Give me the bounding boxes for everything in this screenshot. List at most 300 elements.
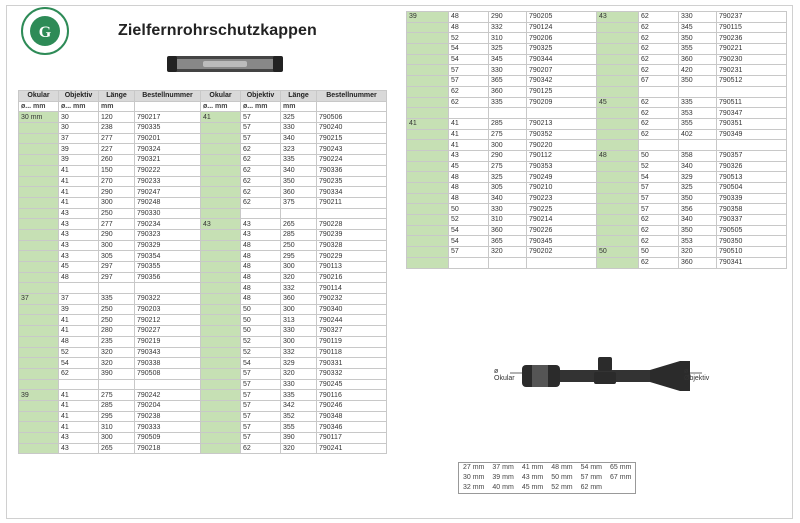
value-cell: 790210: [527, 183, 597, 194]
table-row: [407, 97, 787, 108]
table-row: [19, 197, 387, 208]
table-row: [19, 262, 387, 273]
value-cell: 30: [59, 123, 99, 134]
value-cell: 48: [449, 22, 489, 33]
table-row: [19, 176, 387, 187]
value-cell: 50: [241, 315, 281, 326]
value-cell: 300: [99, 240, 135, 251]
table-row: [19, 368, 387, 379]
value-cell: 335: [281, 390, 317, 401]
okular-cell: [201, 358, 241, 369]
okular-cell: [201, 187, 241, 198]
okular-cell: [19, 187, 59, 198]
value-cell: 67: [639, 76, 679, 87]
value-cell: [449, 108, 489, 119]
left-parts-table: [18, 90, 387, 454]
value-cell: 375: [281, 197, 317, 208]
value-cell: 62: [639, 225, 679, 236]
value-cell: 790234: [135, 219, 201, 230]
okular-cell: [597, 183, 639, 194]
value-cell: 790334: [317, 187, 387, 198]
value-cell: [99, 283, 135, 294]
okular-cell: [19, 433, 59, 444]
table-row: [407, 247, 787, 258]
value-cell: 790207: [527, 65, 597, 76]
value-cell: 790225: [527, 204, 597, 215]
column-header: Länge: [99, 91, 135, 102]
value-cell: 790329: [135, 240, 201, 251]
value-cell: 54: [449, 44, 489, 55]
value-cell: 790218: [135, 443, 201, 454]
value-cell: 320: [99, 347, 135, 358]
okular-cell: [597, 236, 639, 247]
okular-cell: 43: [201, 219, 241, 230]
okular-cell: [19, 443, 59, 454]
value-cell: 295: [281, 251, 317, 262]
value-cell: 790240: [317, 123, 387, 134]
value-cell: 62: [639, 33, 679, 44]
table-row: [19, 443, 387, 454]
value-cell: 48: [59, 336, 99, 347]
value-cell: 790513: [717, 172, 787, 183]
value-cell: 310: [99, 422, 135, 433]
value-cell: 37: [59, 294, 99, 305]
value-cell: 41: [59, 176, 99, 187]
value-cell: 62: [59, 368, 99, 379]
okular-cell: [407, 225, 449, 236]
value-cell: 790114: [317, 283, 387, 294]
value-cell: 297: [99, 272, 135, 283]
value-cell: 325: [489, 172, 527, 183]
value-cell: 790349: [717, 129, 787, 140]
table-row: [19, 208, 387, 219]
value-cell: 790237: [717, 12, 787, 23]
size-cell: 52 mm: [551, 484, 573, 491]
value-cell: 790229: [317, 251, 387, 262]
value-cell: 39: [59, 144, 99, 155]
value-cell: 790358: [717, 204, 787, 215]
value-cell: 290: [99, 229, 135, 240]
table-row: [407, 150, 787, 161]
value-cell: 790328: [317, 240, 387, 251]
value-cell: [679, 86, 717, 97]
okular-cell: [19, 208, 59, 219]
value-cell: 295: [99, 411, 135, 422]
value-cell: 275: [99, 390, 135, 401]
size-cell: 30 mm: [463, 474, 485, 481]
table-row: [19, 422, 387, 433]
okular-cell: [19, 400, 59, 411]
value-cell: 790224: [317, 155, 387, 166]
okular-cell: 45: [597, 97, 639, 108]
value-cell: 330: [281, 326, 317, 337]
value-cell: 57: [639, 204, 679, 215]
value-cell: [679, 140, 717, 151]
value-cell: 353: [679, 236, 717, 247]
okular-cell: [597, 129, 639, 140]
table-row: [407, 33, 787, 44]
okular-cell: [201, 197, 241, 208]
size-cell: 39 mm: [492, 474, 514, 481]
unit-cell: [317, 101, 387, 112]
value-cell: 48: [59, 272, 99, 283]
table-row: [407, 172, 787, 183]
value-cell: 332: [489, 22, 527, 33]
value-cell: 790125: [527, 86, 597, 97]
value-cell: 48: [449, 172, 489, 183]
value-cell: 37: [59, 133, 99, 144]
value-cell: 57: [241, 433, 281, 444]
value-cell: 275: [489, 161, 527, 172]
value-cell: 62: [241, 144, 281, 155]
value-cell: 57: [241, 422, 281, 433]
value-cell: 300: [281, 304, 317, 315]
value-cell: 62: [241, 165, 281, 176]
value-cell: [639, 86, 679, 97]
value-cell: 52: [639, 161, 679, 172]
table-row: [19, 390, 387, 401]
value-cell: 54: [59, 358, 99, 369]
value-cell: 300: [281, 262, 317, 273]
size-cell: 57 mm: [580, 474, 603, 481]
okular-cell: [407, 172, 449, 183]
value-cell: 790231: [717, 65, 787, 76]
value-cell: 62: [639, 65, 679, 76]
okular-cell: [597, 54, 639, 65]
value-cell: 330: [281, 379, 317, 390]
okular-cell: 41: [201, 112, 241, 123]
value-cell: 790209: [527, 97, 597, 108]
value-cell: 62: [639, 129, 679, 140]
value-cell: 330: [489, 204, 527, 215]
value-cell: 320: [281, 272, 317, 283]
size-cell: 62 mm: [580, 484, 603, 491]
value-cell: 57: [241, 368, 281, 379]
okular-cell: [407, 204, 449, 215]
unit-cell: mm: [281, 101, 317, 112]
value-cell: [489, 257, 527, 268]
value-cell: 48: [241, 251, 281, 262]
table-row: [407, 12, 787, 23]
value-cell: 790347: [717, 108, 787, 119]
value-cell: 320: [99, 358, 135, 369]
value-cell: 358: [679, 150, 717, 161]
table-row: [19, 336, 387, 347]
okular-cell: [597, 257, 639, 268]
value-cell: 62: [639, 257, 679, 268]
value-cell: 41: [59, 422, 99, 433]
value-cell: 390: [99, 368, 135, 379]
value-cell: 790512: [717, 76, 787, 87]
value-cell: 57: [639, 183, 679, 194]
value-cell: 330: [679, 12, 717, 23]
okular-cell: [407, 76, 449, 87]
value-cell: 360: [281, 187, 317, 198]
value-cell: 57: [241, 123, 281, 134]
table-row: [19, 155, 387, 166]
table-row: [407, 76, 787, 87]
okular-cell: [597, 76, 639, 87]
value-cell: 790238: [135, 411, 201, 422]
value-cell: 790235: [317, 176, 387, 187]
unit-cell: ø... mm: [19, 101, 59, 112]
value-cell: 43: [449, 150, 489, 161]
value-cell: [59, 379, 99, 390]
value-cell: 790116: [317, 390, 387, 401]
value-cell: 57: [241, 411, 281, 422]
value-cell: 790343: [135, 347, 201, 358]
value-cell: 62: [241, 197, 281, 208]
table-row: [19, 304, 387, 315]
okular-cell: [407, 65, 449, 76]
value-cell: 250: [281, 240, 317, 251]
value-cell: 790221: [717, 44, 787, 55]
value-cell: 250: [99, 304, 135, 315]
value-cell: 790212: [135, 315, 201, 326]
okular-cell: [201, 208, 241, 219]
value-cell: 790337: [717, 215, 787, 226]
value-cell: 335: [281, 155, 317, 166]
unit-cell: mm: [99, 101, 135, 112]
value-cell: 790335: [135, 123, 201, 134]
table-row: [19, 144, 387, 155]
okular-cell: [19, 326, 59, 337]
value-cell: 790215: [317, 133, 387, 144]
value-cell: [489, 108, 527, 119]
okular-cell: [201, 251, 241, 262]
value-cell: 790350: [717, 236, 787, 247]
value-cell: 62: [639, 22, 679, 33]
okular-cell: [201, 336, 241, 347]
table-row: [407, 54, 787, 65]
value-cell: 790332: [317, 368, 387, 379]
value-cell: 45: [59, 262, 99, 273]
size-cell: 45 mm: [521, 484, 544, 491]
size-row: [459, 463, 636, 474]
value-cell: 290: [489, 12, 527, 23]
okular-cell: 43: [597, 12, 639, 23]
value-cell: 790352: [527, 129, 597, 140]
okular-cell: [201, 133, 241, 144]
value-cell: 790213: [527, 118, 597, 129]
table-row: [19, 112, 387, 123]
table-row: [19, 433, 387, 444]
size-cell: 48 mm: [551, 464, 573, 471]
table-row: [19, 326, 387, 337]
okular-cell: [597, 22, 639, 33]
size-cell: 54 mm: [580, 464, 603, 471]
value-cell: 41: [59, 165, 99, 176]
value-cell: 356: [679, 204, 717, 215]
value-cell: 790117: [317, 433, 387, 444]
value-cell: 43: [59, 208, 99, 219]
value-cell: 332: [281, 347, 317, 358]
value-cell: 790115: [717, 22, 787, 33]
value-cell: 790327: [317, 326, 387, 337]
value-cell: 62: [639, 97, 679, 108]
value-cell: 790226: [527, 225, 597, 236]
value-cell: [135, 283, 201, 294]
column-header: Bestellnummer: [317, 91, 387, 102]
value-cell: 420: [679, 65, 717, 76]
size-cell: 27 mm: [463, 464, 485, 471]
okular-cell: [19, 336, 59, 347]
okular-cell: 37: [19, 294, 59, 305]
value-cell: 57: [449, 76, 489, 87]
value-cell: 790243: [317, 144, 387, 155]
okular-cell: [201, 390, 241, 401]
value-cell: 790245: [317, 379, 387, 390]
value-cell: 50: [449, 204, 489, 215]
okular-cell: [19, 411, 59, 422]
okular-cell: [19, 368, 59, 379]
value-cell: 43: [59, 219, 99, 230]
value-cell: 790244: [317, 315, 387, 326]
table-row: [19, 229, 387, 240]
value-cell: 39: [59, 304, 99, 315]
value-cell: 48: [241, 272, 281, 283]
value-cell: 790338: [135, 358, 201, 369]
okular-cell: [19, 123, 59, 134]
table-row: [407, 183, 787, 194]
okular-cell: [407, 44, 449, 55]
value-cell: 790357: [717, 150, 787, 161]
value-cell: 43: [59, 443, 99, 454]
value-cell: 790236: [717, 33, 787, 44]
table-row: [407, 108, 787, 119]
okular-cell: [597, 215, 639, 226]
value-cell: 360: [489, 86, 527, 97]
size-cell: 41 mm: [521, 464, 544, 471]
value-cell: 790220: [527, 140, 597, 151]
value-cell: 300: [281, 336, 317, 347]
value-cell: 250: [99, 315, 135, 326]
value-cell: 300: [99, 197, 135, 208]
value-cell: 790227: [135, 326, 201, 337]
value-cell: 285: [489, 118, 527, 129]
okular-cell: [19, 379, 59, 390]
value-cell: 50: [639, 150, 679, 161]
value-cell: 790333: [135, 422, 201, 433]
company-logo: [20, 6, 70, 56]
value-cell: 350: [679, 225, 717, 236]
value-cell: 50: [241, 326, 281, 337]
okular-cell: [19, 155, 59, 166]
value-cell: 57: [241, 379, 281, 390]
value-cell: 790112: [527, 150, 597, 161]
unit-cell: [135, 101, 201, 112]
okular-cell: [597, 33, 639, 44]
value-cell: 790511: [717, 97, 787, 108]
okular-cell: [19, 422, 59, 433]
okular-cell: [19, 304, 59, 315]
value-cell: 48: [241, 294, 281, 305]
value-cell: 325: [281, 112, 317, 123]
value-cell: 790351: [717, 118, 787, 129]
value-cell: 790508: [135, 368, 201, 379]
size-cell: 37 mm: [492, 464, 514, 471]
size-cell: 67 mm: [610, 474, 632, 481]
value-cell: 310: [489, 215, 527, 226]
value-cell: 297: [99, 262, 135, 273]
value-cell: 790356: [135, 272, 201, 283]
column-header: Bestellnummer: [135, 91, 201, 102]
value-cell: 360: [679, 54, 717, 65]
value-cell: 57: [449, 247, 489, 258]
okular-cell: [597, 86, 639, 97]
value-cell: 238: [99, 123, 135, 134]
okular-cell: [597, 108, 639, 119]
value-cell: 790214: [527, 215, 597, 226]
okular-cell: [201, 262, 241, 273]
value-cell: 62: [639, 236, 679, 247]
value-cell: 62: [241, 443, 281, 454]
value-cell: 790124: [527, 22, 597, 33]
okular-cell: [201, 400, 241, 411]
value-cell: 790206: [527, 33, 597, 44]
value-cell: 235: [99, 336, 135, 347]
value-cell: 48: [241, 240, 281, 251]
column-header: Okular: [19, 91, 59, 102]
value-cell: 790340: [317, 304, 387, 315]
value-cell: 790205: [527, 12, 597, 23]
unit-cell: ø... mm: [59, 101, 99, 112]
value-cell: [135, 379, 201, 390]
table-row: [19, 272, 387, 283]
value-cell: 305: [489, 183, 527, 194]
value-cell: [241, 208, 281, 219]
value-cell: 41: [59, 411, 99, 422]
value-cell: 335: [679, 97, 717, 108]
okular-cell: 39: [407, 12, 449, 23]
value-cell: 335: [99, 294, 135, 305]
table-row: [407, 193, 787, 204]
value-cell: 790249: [527, 172, 597, 183]
value-cell: 790202: [527, 247, 597, 258]
okular-label: ø Okular: [494, 368, 515, 382]
table-row: [19, 283, 387, 294]
value-cell: 790344: [527, 54, 597, 65]
value-cell: 790239: [317, 229, 387, 240]
size-cell: 43 mm: [521, 474, 544, 481]
value-cell: 50: [241, 304, 281, 315]
okular-cell: [19, 358, 59, 369]
value-cell: 62: [449, 97, 489, 108]
okular-cell: [201, 229, 241, 240]
okular-cell: [201, 165, 241, 176]
okular-cell: [597, 172, 639, 183]
value-cell: [527, 257, 597, 268]
okular-cell: [201, 326, 241, 337]
value-cell: 48: [241, 262, 281, 273]
value-cell: 62: [639, 54, 679, 65]
value-cell: 790246: [317, 400, 387, 411]
okular-cell: [19, 133, 59, 144]
okular-cell: [19, 197, 59, 208]
value-cell: 260: [99, 155, 135, 166]
value-cell: 62: [241, 187, 281, 198]
okular-cell: [407, 257, 449, 268]
value-cell: 790118: [317, 347, 387, 358]
okular-cell: [201, 123, 241, 134]
okular-cell: [19, 229, 59, 240]
value-cell: 43: [59, 433, 99, 444]
okular-cell: [407, 33, 449, 44]
okular-cell: [201, 155, 241, 166]
value-cell: 30: [59, 112, 99, 123]
value-cell: 120: [99, 112, 135, 123]
value-cell: 790219: [135, 336, 201, 347]
